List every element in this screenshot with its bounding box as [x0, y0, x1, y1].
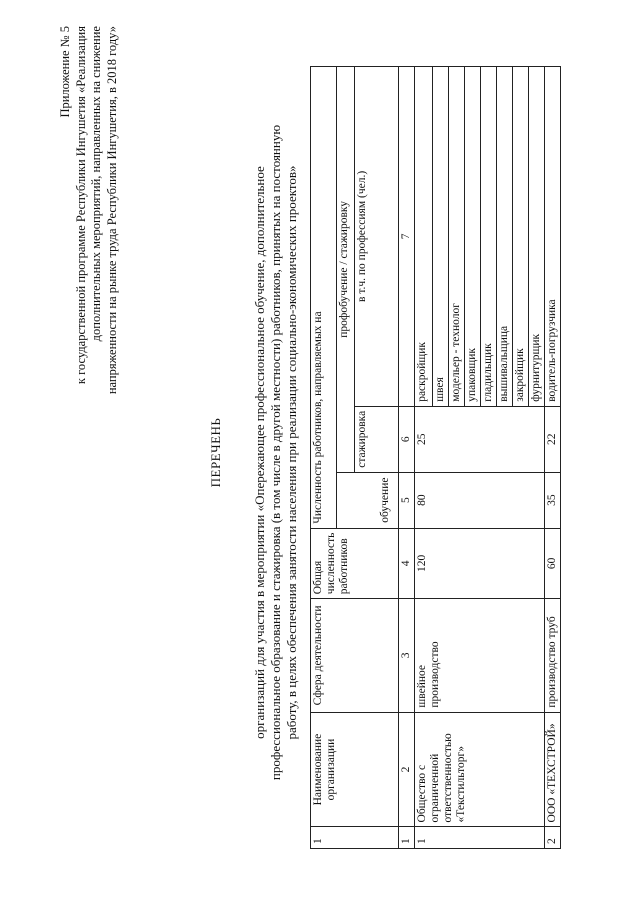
- document-intro: [252, 80, 300, 825]
- row-num: 2: [545, 827, 561, 849]
- col-number: 4: [399, 528, 415, 599]
- appendix-line: напряженности на рынке труда Республики Ингушетия, в 2018 году»: [104, 26, 119, 395]
- header-sphere: Сфера деятельности: [311, 599, 399, 712]
- header-org: Наименование организации: [311, 712, 399, 827]
- row-org: ООО «ТЕХСТРОЙ»: [545, 712, 561, 827]
- row-profession: гладильщик: [481, 67, 497, 407]
- row-total: 120: [415, 528, 545, 599]
- row-profession: модельер - технолог: [449, 67, 465, 407]
- header-total: Общая численность работников: [311, 528, 399, 599]
- col-number: 2: [399, 712, 415, 827]
- row-profession: упаковщик: [465, 67, 481, 407]
- row-profession: раскройщик: [415, 67, 433, 407]
- col-number: 3: [399, 599, 415, 712]
- col-number: 5: [399, 472, 415, 528]
- col-number: 7: [399, 67, 415, 407]
- header-num: 1: [311, 827, 399, 849]
- row-sphere: производство труб: [545, 599, 561, 712]
- col-number: 1: [399, 827, 415, 849]
- header-training: обучение: [337, 472, 399, 528]
- document-title: ПЕРЕЧЕНЬ: [208, 417, 223, 488]
- appendix-line: к государственной программе Республики Ингушетия «Реализация: [73, 26, 88, 385]
- row-total: 60: [545, 528, 561, 599]
- organizations-table: [310, 66, 561, 849]
- header-professions: в т.ч. по профессиям (чел.): [355, 67, 399, 407]
- row-profession: водитель-погрузчика: [545, 67, 561, 407]
- appendix-line: Приложение № 5: [58, 26, 72, 118]
- row-profession: закройщик: [513, 67, 529, 407]
- row-internship: 25: [415, 406, 545, 472]
- appendix-note: [58, 26, 120, 506]
- row-internship: 22: [545, 406, 561, 472]
- row-num: 1: [415, 827, 545, 849]
- appendix-line: дополнительных мероприятий, направленных на снижение: [89, 26, 103, 342]
- row-org: Общество с ограниченной ответственностью «Текстильторг»: [415, 712, 545, 827]
- header-internship: стажировка: [355, 406, 399, 472]
- intro-line: организаций для участия в мероприятии «Опережающее профессиональное обучение, дополнительное: [252, 166, 267, 739]
- row-profession: фурнитурщик: [529, 67, 545, 407]
- row-sphere: швейное производство: [415, 599, 545, 712]
- row-profession: швея: [433, 67, 449, 407]
- col-number: 6: [399, 406, 415, 472]
- row-profession: вышивальщица: [497, 67, 513, 407]
- intro-line: профессиональное образование и стажировка (в том числе в другой местности) работников, принятых на постоянную: [268, 124, 283, 781]
- row-training: 35: [545, 472, 561, 528]
- header-retraining-group: профобучение / стажировку: [337, 67, 355, 473]
- header-count-group: Численность работников, направляемых на: [311, 67, 337, 529]
- row-training: 80: [415, 472, 545, 528]
- intro-line: работу, в целях обеспечения занятости населения при реализации социально-экономических проектов»: [284, 165, 299, 740]
